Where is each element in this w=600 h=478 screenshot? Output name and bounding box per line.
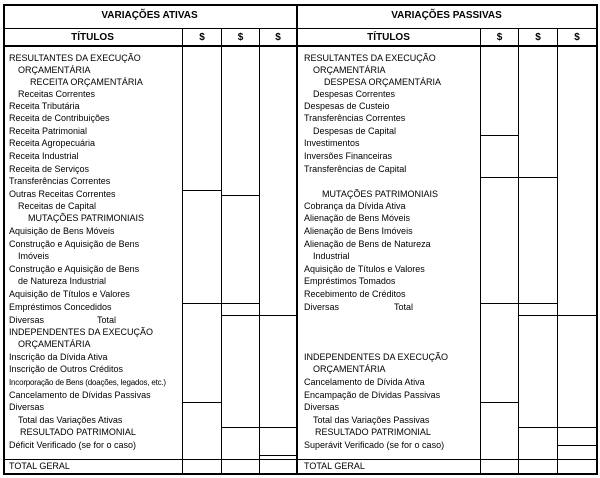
right-line: Alienação de Bens Móveis: [304, 213, 411, 223]
left-line: Receitas Correntes: [18, 89, 96, 99]
right-line: Empréstimos Tomados: [304, 276, 396, 286]
right-line: Alienação de Bens de Natureza: [304, 239, 431, 249]
left-line: de Natureza Industrial: [18, 276, 107, 286]
left-currency-header-3: $: [275, 32, 281, 43]
left-line: INDEPENDENTES DA EXECUÇÃO: [9, 327, 154, 337]
right-col-divider-2: [518, 28, 519, 474]
right-line: Investimentos: [304, 138, 360, 148]
right-line: Encampação de Dívidas Passivas: [304, 390, 441, 400]
right-line: ORÇAMENTÁRIA: [313, 65, 386, 75]
header-divider: [3, 28, 597, 29]
left-sum-line: [221, 195, 259, 196]
left-col-divider-3: [259, 28, 260, 474]
left-total-label: Total: [97, 315, 117, 325]
right-line: ORÇAMENTÁRIA: [313, 364, 386, 374]
subheader-divider: [3, 45, 597, 47]
right-line: Transferências de Capital: [304, 164, 407, 174]
right-currency-header-1: $: [496, 32, 503, 43]
right-line: RESULTANTES DA EXECUÇÃO: [304, 53, 436, 63]
left-line: Receita de Serviços: [9, 164, 90, 174]
left-line: RESULTADO PATRIMONIAL: [20, 427, 136, 437]
right-currency-header-2: $: [535, 32, 541, 43]
left-line: Cancelamento de Dívidas Passivas: [9, 390, 151, 400]
left-line: Inscrição da Dívida Ativa: [9, 352, 108, 362]
left-line: Empréstimos Concedidos: [9, 302, 112, 312]
left-sum-line: [221, 427, 259, 428]
left-line: Receitas de Capital: [18, 201, 97, 211]
left-line: ORÇAMENTÁRIA: [18, 339, 91, 349]
right-line: INDEPENDENTES DA EXECUÇÃO: [304, 352, 449, 362]
right-line: Despesas de Custeio: [304, 101, 390, 111]
left-currency-header-1: $: [199, 32, 205, 43]
left-line: Déficit Verificado (se for o caso): [9, 440, 137, 450]
left-sum-line: [259, 455, 296, 456]
left-line: Aquisição de Bens Móveis: [9, 226, 115, 236]
right-sum-line: [557, 445, 596, 446]
right-total-label: Total: [394, 302, 414, 312]
right-sum-line: [557, 427, 596, 428]
right-border: [596, 4, 598, 475]
right-sum-line: [518, 177, 557, 178]
right-line: Despesas Correntes: [313, 89, 396, 99]
left-currency-header-2: $: [237, 32, 244, 43]
left-sum-line: [221, 303, 259, 304]
right-sum-line: [518, 303, 557, 304]
right-total-line: [296, 459, 596, 460]
right-sum-line: [518, 315, 557, 316]
right-line: Superávit Verificado (se for o caso): [304, 440, 445, 450]
right-sum-line: [480, 303, 518, 304]
left-grand-total: TOTAL GERAL: [9, 461, 70, 471]
right-line: DESPESA ORÇAMENTÁRIA: [324, 77, 442, 87]
right-col-divider-3: [557, 28, 558, 474]
right-line: Diversas: [304, 302, 340, 312]
right-line: MUTAÇÕES PATRIMONIAIS: [322, 189, 439, 199]
right-line: Recebimento de Créditos: [304, 289, 406, 299]
right-line: Cancelamento de Dívida Ativa: [304, 377, 425, 387]
right-line: Aquisição de Títulos e Valores: [304, 264, 425, 274]
right-line: Alienação de Bens Imóveis: [304, 226, 413, 236]
right-line: Total das Variações Passivas: [313, 415, 430, 425]
left-line: Diversas: [9, 402, 45, 412]
left-line: Receita Tributária: [9, 101, 80, 111]
right-currency-header-3: $: [574, 32, 580, 43]
left-col-divider-2: [221, 28, 222, 474]
right-line: Industrial: [313, 251, 350, 261]
left-line: Receita Industrial: [9, 151, 79, 161]
left-section-title: VARIAÇÕES ATIVAS: [101, 10, 198, 21]
left-sum-line: [182, 303, 221, 304]
left-line: RECEITA ORÇAMENTÁRIA: [30, 77, 143, 87]
right-line: Cobrança da Dívida Ativa: [304, 201, 406, 211]
left-line: Total das Variações Ativas: [18, 415, 123, 425]
left-sum-line: [259, 427, 296, 428]
left-titulos-header: TÍTULOS: [71, 32, 114, 43]
right-sum-line: [480, 177, 518, 178]
right-section-title: VARIAÇÕES PASSIVAS: [391, 10, 502, 21]
left-line: Aquisição de Títulos e Valores: [9, 289, 130, 299]
left-col-divider-1: [182, 28, 183, 474]
left-sum-line: [221, 315, 259, 316]
left-total-line: [3, 459, 296, 460]
left-line: Inscrição de Outros Créditos: [9, 364, 124, 374]
left-line: Construção e Aquisição de Bens: [9, 239, 140, 249]
left-line: Transferências Correntes: [9, 176, 111, 186]
left-line: MUTAÇÕES PATRIMONIAIS: [28, 213, 145, 223]
left-line: ORÇAMENTÁRIA: [18, 65, 91, 75]
bottom-border: [3, 473, 597, 475]
left-line: Receita de Contribuições: [9, 113, 110, 123]
left-sum-line: [182, 402, 221, 403]
left-line: Diversas: [9, 315, 45, 325]
left-border: [3, 4, 5, 475]
right-sum-line: [480, 135, 518, 136]
center-divider: [296, 4, 298, 475]
left-line: Outras Receitas Correntes: [9, 189, 116, 199]
right-grand-total: TOTAL GERAL: [304, 461, 365, 471]
left-line: Construção e Aquisição de Bens: [9, 264, 140, 274]
right-sum-line: [557, 315, 596, 316]
right-titulos-header: TÍTULOS: [367, 32, 410, 43]
right-line: Despesas de Capital: [313, 126, 397, 136]
left-line: RESULTANTES DA EXECUÇÃO: [9, 53, 141, 63]
left-sum-line: [182, 190, 221, 191]
right-line: Inversões Financeiras: [304, 151, 393, 161]
right-sum-line: [518, 427, 557, 428]
left-line: Receita Patrimonial: [9, 126, 88, 136]
right-line: Diversas: [304, 402, 340, 412]
right-line: Transferências Correntes: [304, 113, 406, 123]
right-col-divider-1: [480, 28, 481, 474]
left-line: Incorporação de Bens (doações, legados, etc.): [9, 378, 166, 387]
left-sum-line: [259, 315, 296, 316]
right-sum-line: [480, 402, 518, 403]
left-line: Receita Agropecuária: [9, 138, 96, 148]
top-border: [3, 4, 597, 6]
right-line: RESULTADO PATRIMONIAL: [315, 427, 431, 437]
left-line: Imóveis: [18, 251, 50, 261]
